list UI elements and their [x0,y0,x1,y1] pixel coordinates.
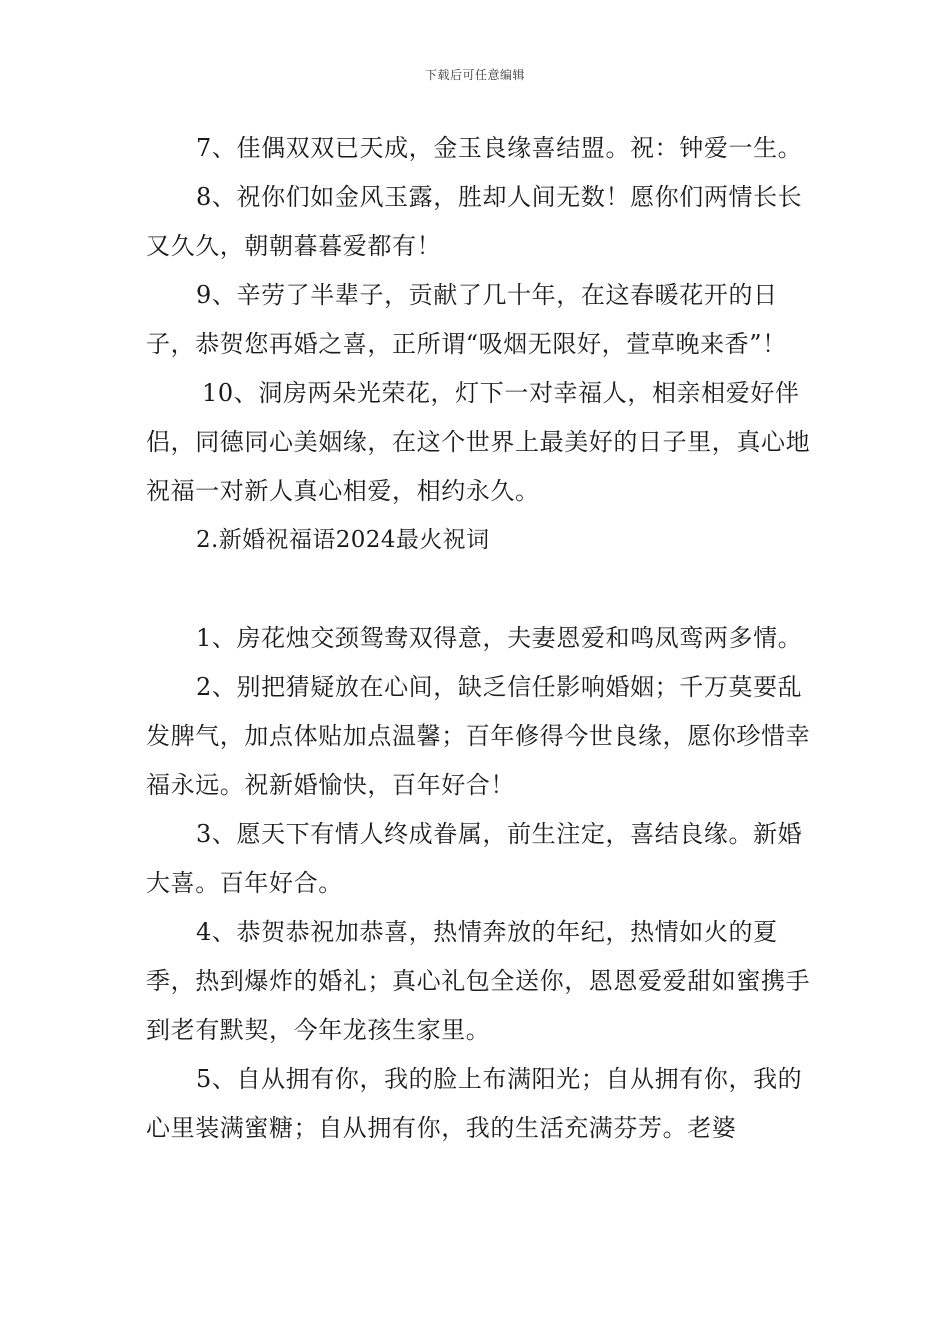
list-item-4: 4、恭贺恭祝加恭喜，热情奔放的年纪，热情如火的夏季，热到爆炸的婚礼；真心礼包全送你，恩恩爱爱甜如蜜携手到老有默契，今年龙孩生家里。 [146,918,811,1044]
list-item-10: 10、洞房两朵光荣花，灯下一对幸福人，相亲相爱好伴侣，同德同心美姻缘，在这个世界上最美好的日子里，真心地祝福一对新人真心相爱，相约永久。 [146,379,811,505]
list-item-1: 1、房花烛交颈鸳鸯双得意，夫妻恩爱和鸣凤鸾两多情。 [196,624,803,652]
list-item-3: 3、愿天下有情人终成眷属，前生注定，喜结良缘。新婚大喜。百年好合。 [146,820,803,897]
document-body [146,124,814,1153]
list-item-8: 8、祝你们如金风玉露，胜却人间无数！愿你们两情长长又久久，朝朝暮暮爱都有！ [146,183,803,260]
list-item-5: 5、自从拥有你，我的脸上布满阳光；自从拥有你，我的心里装满蜜糖；自从拥有你，我的生活充满芬芳。老婆 [146,1065,803,1142]
list-item-2: 2、别把猜疑放在心间，缺乏信任影响婚姻；千万莫要乱发脾气，加点体贴加点温馨；百年修得今世良缘，愿你珍惜幸福永远。祝新婚愉快，百年好合！ [146,673,811,799]
section-title: 2.新婚祝福语2024最火祝词 [196,527,490,553]
list-item-7: 7、佳偶双双已天成，金玉良缘喜结盟。祝：钟爱一生。 [196,134,803,162]
section-spacer [146,565,814,614]
list-item-9: 9、辛劳了半辈子，贡献了几十年，在这春暖花开的日子，恭贺您再婚之喜，正所谓“吸烟无限好，萱草晚来香”！ [146,281,787,358]
page-header-note: 下载后可任意编辑 [424,68,525,82]
